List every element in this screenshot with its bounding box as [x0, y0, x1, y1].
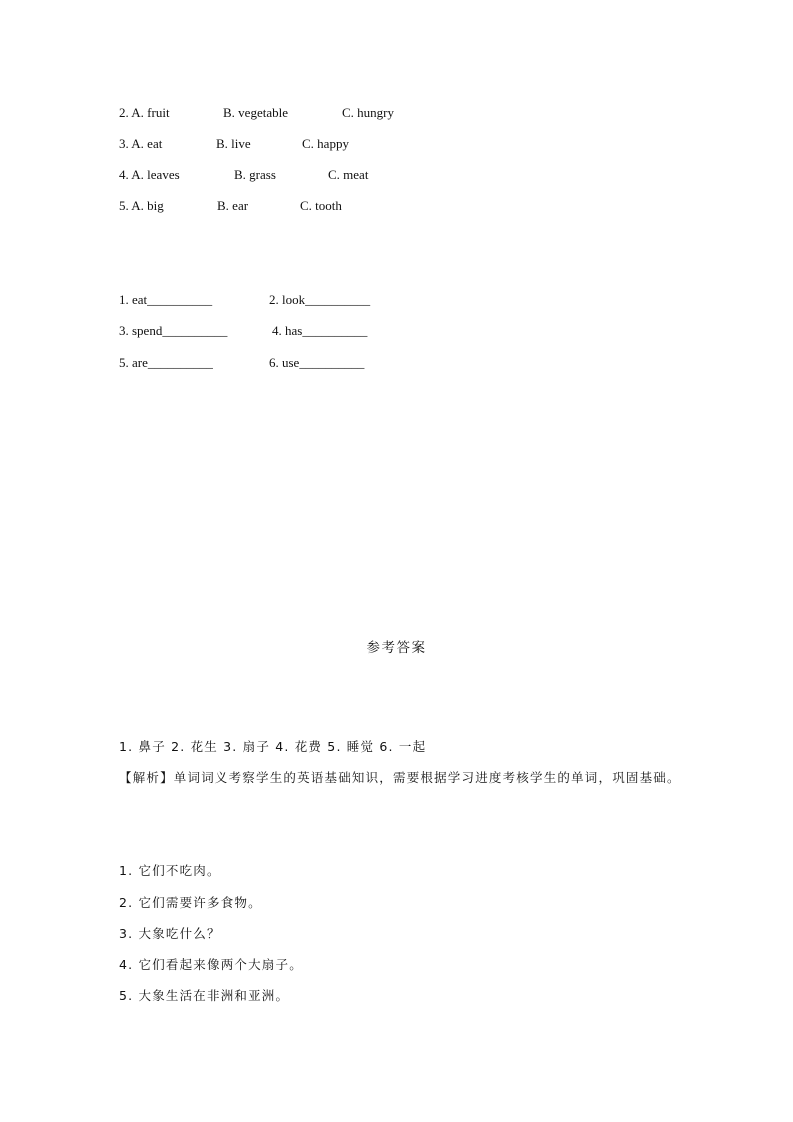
analysis-note: 【解析】单词词义考察学生的英语基础知识，需要根据学习进度考核学生的单词，巩固基础。 — [119, 770, 681, 785]
answer-key-title: 参考答案 — [366, 640, 427, 656]
choice-option-a: 3. A. eat — [119, 136, 163, 151]
choice-option-a: 4. A. leaves — [119, 167, 180, 182]
translation-item: 4. 它们看起来像两个大扇子。 — [119, 957, 303, 972]
choice-option-a: 5. A. big — [119, 198, 164, 213]
word-form-item: 2. look__________ — [269, 292, 371, 307]
choice-option-c: C. happy — [302, 136, 349, 151]
vocab-answers: 1. 鼻子 2. 花生 3. 扇子 4. 花费 5. 睡觉 6. 一起 — [119, 739, 427, 754]
word-form-item: 1. eat__________ — [119, 292, 213, 307]
choice-option-b: B. vegetable — [223, 105, 288, 120]
word-form-item: 4. has__________ — [272, 323, 368, 338]
choice-option-b: B. live — [216, 136, 251, 151]
word-form-item: 3. spend__________ — [119, 323, 228, 338]
word-form-item: 6. use__________ — [269, 355, 365, 370]
choice-option-c: C. meat — [328, 167, 369, 182]
choice-option-c: C. hungry — [342, 105, 394, 120]
translation-item: 3. 大象吃什么？ — [119, 926, 221, 941]
translation-item: 5. 大象生活在非洲和亚洲。 — [119, 988, 290, 1003]
translation-item: 2. 它们需要许多食物。 — [119, 895, 262, 910]
translation-item: 1. 它们不吃肉。 — [119, 863, 221, 878]
choice-option-b: B. grass — [234, 167, 276, 182]
word-form-item: 5. are__________ — [119, 355, 213, 370]
choice-option-a: 2. A. fruit — [119, 105, 170, 120]
choice-option-c: C. tooth — [300, 198, 342, 213]
choice-option-b: B. ear — [217, 198, 249, 213]
